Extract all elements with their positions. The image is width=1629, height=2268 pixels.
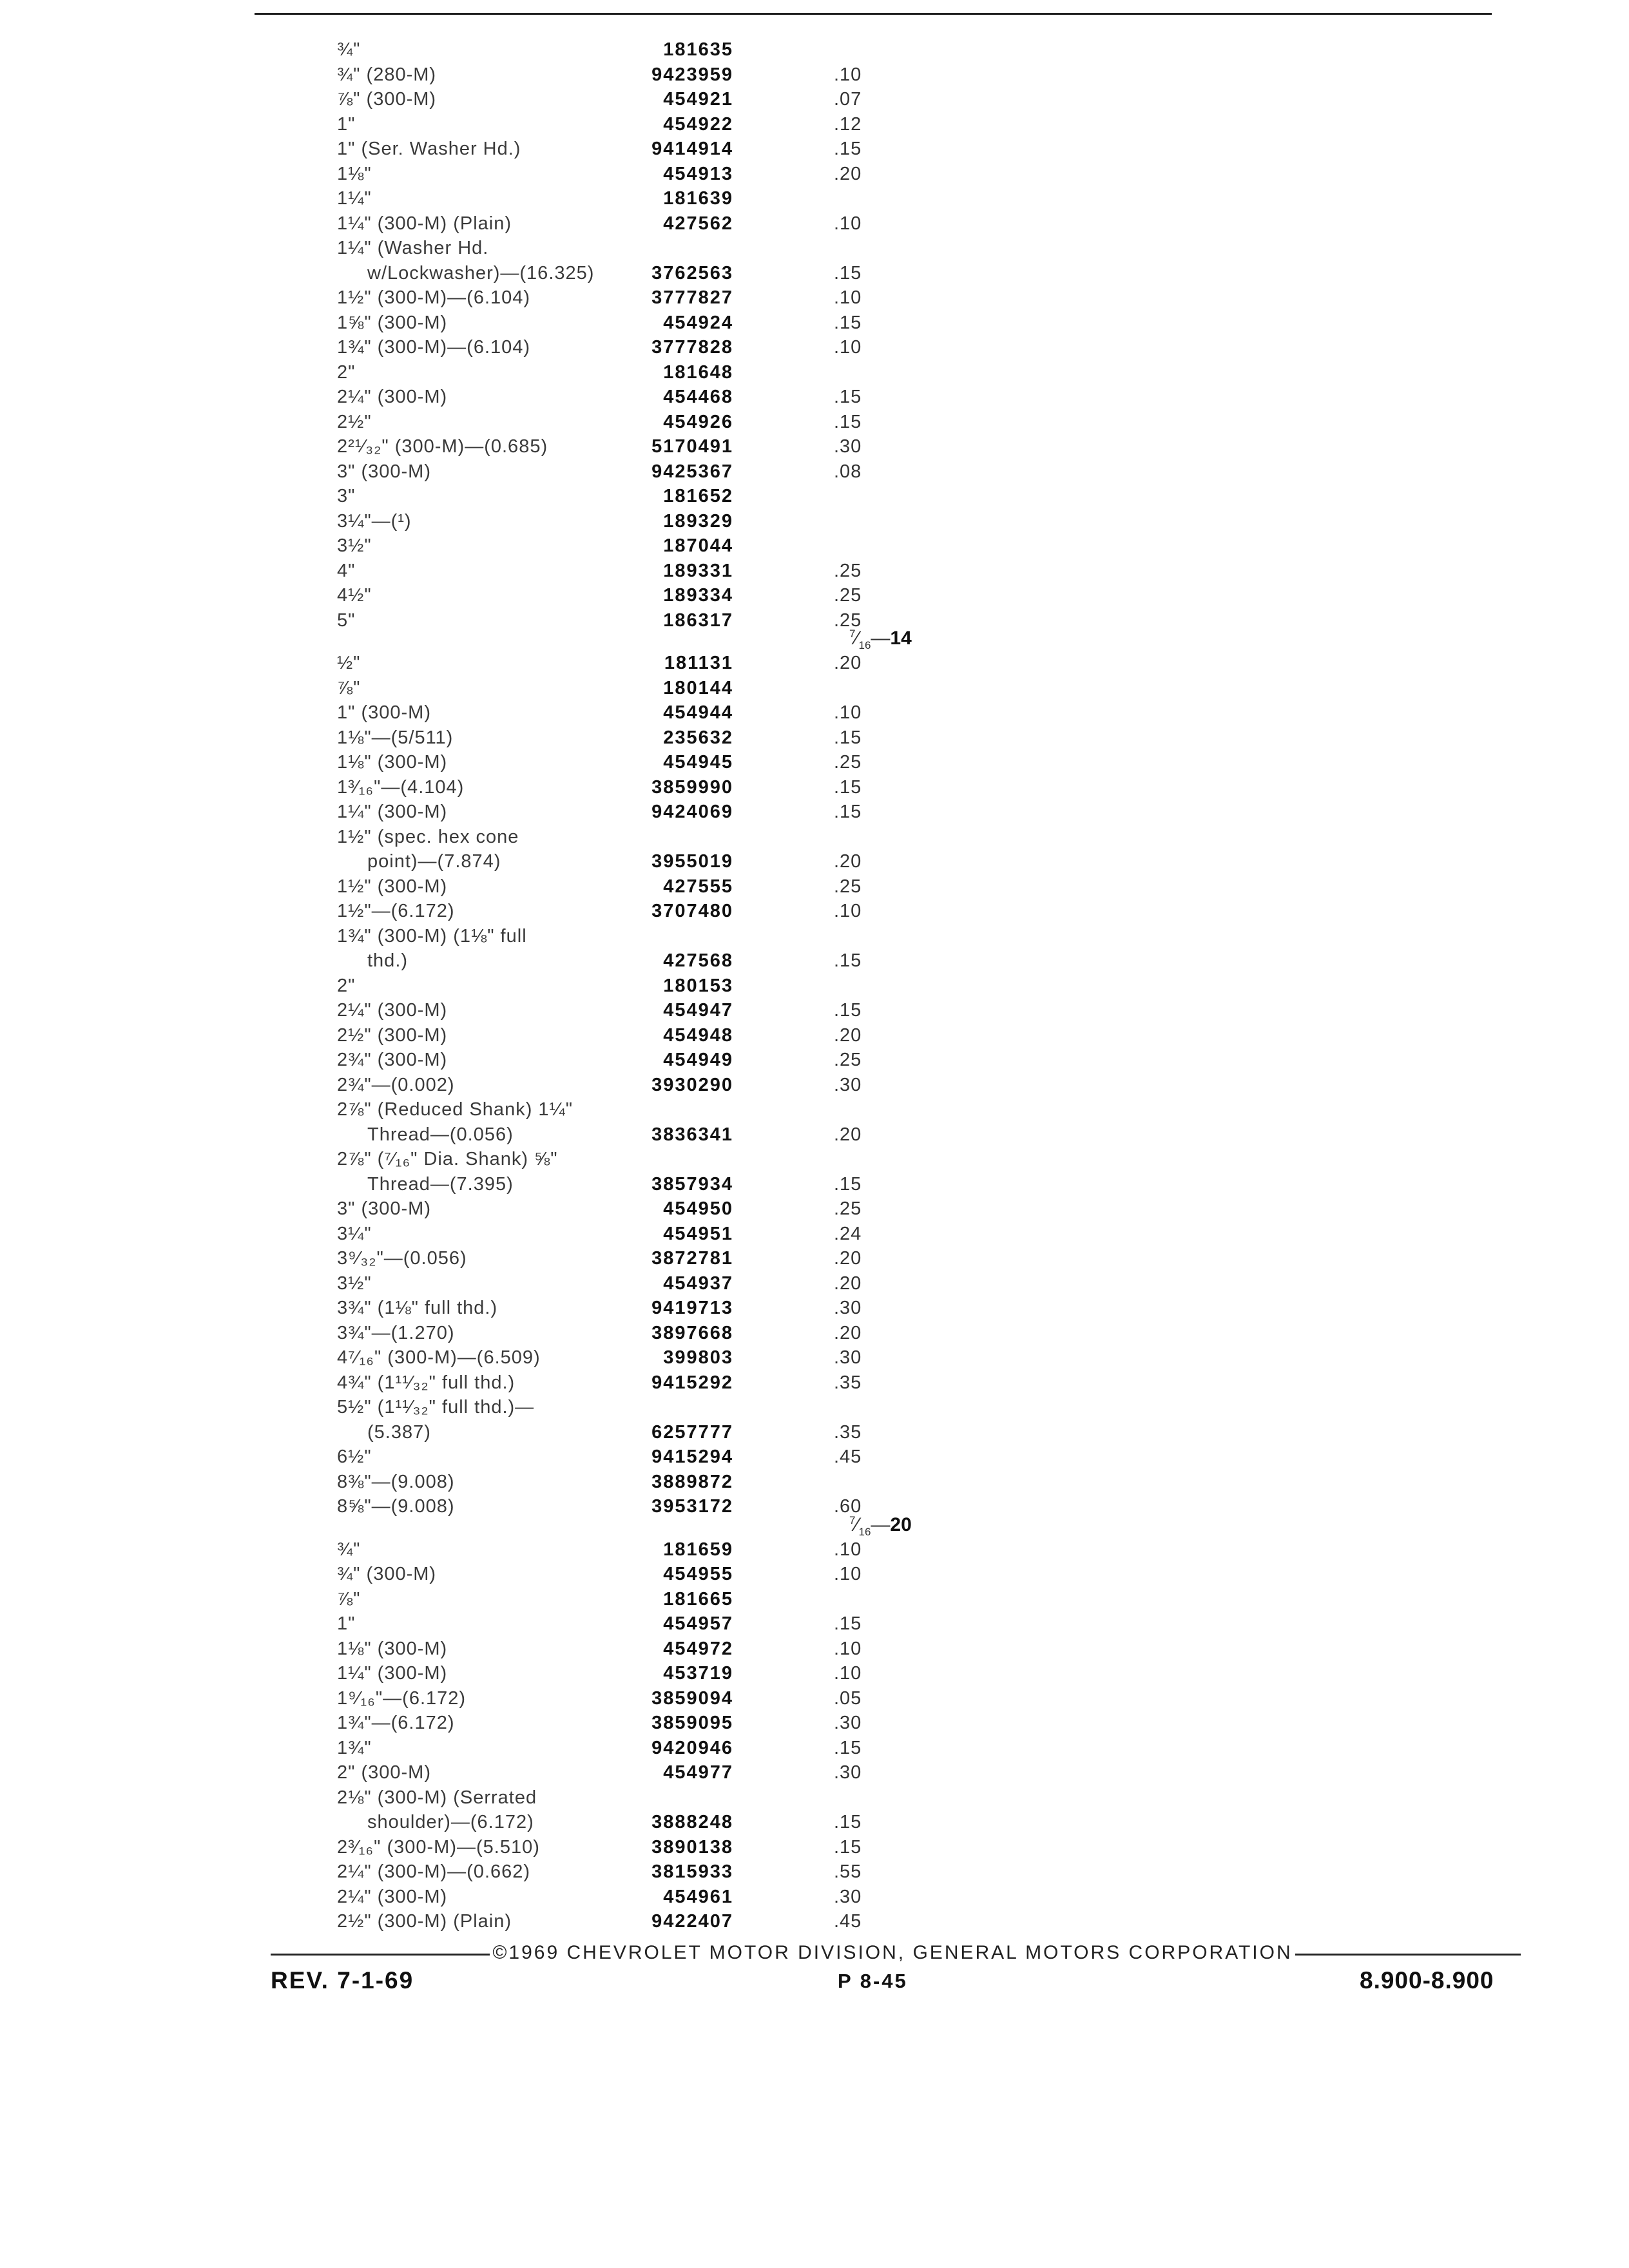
part-weight: .55	[834, 1861, 862, 1882]
part-number: 9415294	[651, 1446, 733, 1467]
part-number: 454947	[663, 1000, 733, 1021]
part-number: 454913	[663, 163, 733, 184]
part-description: 6½"	[337, 1446, 372, 1467]
threads-per-inch: 14	[890, 628, 912, 649]
part-row	[0, 1637, 1629, 1661]
part-weight: .10	[834, 1564, 862, 1584]
part-description: 3¾"—(1.270)	[337, 1322, 455, 1343]
thread-size-header	[849, 628, 912, 652]
part-weight: .05	[834, 1687, 862, 1709]
part-weight: .30	[834, 1074, 862, 1095]
part-number: 189331	[663, 560, 733, 581]
part-description: ⅞" (300-M)	[337, 89, 437, 110]
part-row	[0, 1395, 1629, 1419]
part-number: 3707480	[651, 901, 733, 921]
part-number: 3762563	[651, 262, 733, 284]
part-row	[0, 825, 1629, 849]
part-description: 1¾"—(6.172)	[337, 1713, 455, 1733]
part-description: 1¼" (300-M) (Plain)	[337, 213, 512, 234]
part-description: 2"	[337, 975, 356, 996]
part-weight: .10	[834, 901, 862, 921]
part-weight: .07	[834, 89, 862, 110]
part-weight: .20	[834, 653, 862, 673]
part-row	[0, 1048, 1629, 1072]
footer-rule-left	[271, 1954, 490, 1956]
thread-dash: —	[871, 628, 891, 649]
part-row	[0, 1147, 1629, 1171]
part-description: 1⅛" (300-M)	[337, 1638, 448, 1659]
part-number: 189334	[663, 585, 733, 606]
thread-size-denominator: 16	[858, 639, 871, 651]
part-weight: .35	[834, 1421, 862, 1443]
part-description: 4"	[337, 560, 356, 581]
part-number: 9419713	[651, 1298, 733, 1318]
part-number: 454948	[663, 1024, 733, 1046]
part-number: 187044	[663, 535, 733, 556]
part-number: 3889872	[651, 1471, 733, 1492]
part-row	[0, 974, 1629, 998]
part-description: 1" (Ser. Washer Hd.)	[337, 139, 521, 159]
part-row	[0, 236, 1629, 260]
part-number: 181665	[663, 1588, 733, 1610]
part-weight: .25	[834, 1050, 862, 1070]
part-number: 9424069	[651, 802, 733, 822]
part-weight: .15	[834, 1000, 862, 1021]
part-number: 9423959	[651, 64, 733, 85]
part-row	[0, 1345, 1629, 1370]
part-number: 6257777	[651, 1421, 733, 1443]
part-row	[0, 1097, 1629, 1122]
part-weight: .15	[834, 776, 862, 798]
part-row	[0, 1562, 1629, 1586]
part-row	[0, 137, 1629, 161]
part-weight: .25	[834, 876, 862, 897]
part-weight: .45	[834, 1446, 862, 1467]
part-weight: .30	[834, 1298, 862, 1318]
part-number: 454961	[663, 1886, 733, 1907]
part-weight: .25	[834, 585, 862, 606]
part-weight: .10	[834, 702, 862, 723]
part-description: 3¼"—(¹)	[337, 510, 412, 532]
part-number: 3777827	[651, 287, 733, 308]
part-description: 2½" (300-M)	[337, 1024, 448, 1046]
part-number: 454972	[663, 1638, 733, 1659]
part-row	[0, 1885, 1629, 1909]
part-number: 3836341	[651, 1124, 733, 1145]
part-row	[0, 311, 1629, 335]
part-number: 454957	[663, 1613, 733, 1634]
part-weight: .20	[834, 163, 862, 184]
part-row	[0, 1370, 1629, 1395]
part-number: 427555	[663, 876, 733, 897]
part-row	[0, 750, 1629, 774]
part-description: ¾" (280-M)	[337, 64, 437, 85]
part-weight: .20	[834, 1322, 862, 1343]
part-description: ⅞"	[337, 1588, 361, 1610]
part-number: 3859094	[651, 1687, 733, 1709]
part-description: 2⅛" (300-M) (Serrated	[337, 1787, 537, 1808]
part-weight: .20	[834, 1248, 862, 1269]
part-row	[0, 1172, 1629, 1196]
part-row	[0, 385, 1629, 409]
part-weight: .15	[834, 1836, 862, 1858]
part-description: 2½"	[337, 411, 372, 432]
part-row	[0, 1760, 1629, 1785]
part-row	[0, 360, 1629, 385]
part-weight: .30	[834, 436, 862, 457]
part-weight: .20	[834, 1124, 862, 1145]
part-description: 2⅞" (Reduced Shank) 1¼"	[337, 1099, 574, 1120]
part-number: 189329	[663, 510, 733, 532]
part-number: 453719	[663, 1663, 733, 1684]
part-description: ⅞"	[337, 677, 361, 698]
part-weight: .25	[834, 560, 862, 581]
part-description: 1½" (spec. hex cone	[337, 826, 519, 847]
part-description: 1¼" (Washer Hd.	[337, 238, 489, 258]
part-description: 1⅝" (300-M)	[337, 312, 448, 333]
part-number: 454949	[663, 1050, 733, 1070]
part-description: Thread—(0.056)	[367, 1124, 514, 1145]
part-description: 2¾" (300-M)	[337, 1050, 448, 1070]
part-description: w/Lockwasher)—(16.325)	[367, 262, 595, 284]
part-weight: .10	[834, 337, 862, 358]
part-description: thd.)	[367, 950, 409, 971]
part-row	[0, 1321, 1629, 1345]
threads-per-inch: 20	[890, 1514, 912, 1535]
part-description: 1¼" (300-M)	[337, 1663, 448, 1684]
part-row	[0, 1023, 1629, 1048]
thread-size-header	[849, 1514, 912, 1539]
part-description: 2¼" (300-M)	[337, 387, 448, 407]
part-description: ¾"	[337, 1539, 361, 1560]
part-weight: .10	[834, 287, 862, 308]
part-number: 186317	[663, 610, 733, 631]
part-weight: .15	[834, 950, 862, 971]
part-row	[0, 676, 1629, 700]
part-weight: .15	[834, 802, 862, 822]
thread-size-numerator: 7	[849, 1514, 856, 1526]
part-number: 9425367	[651, 461, 733, 482]
part-weight: .30	[834, 1886, 862, 1907]
part-row	[0, 1611, 1629, 1636]
part-weight: .15	[834, 1613, 862, 1634]
part-row	[0, 1246, 1629, 1271]
part-number: 3857934	[651, 1173, 733, 1195]
part-number: 454977	[663, 1762, 733, 1783]
part-weight: .20	[834, 851, 862, 872]
part-number: 454950	[663, 1198, 733, 1219]
part-row	[0, 1587, 1629, 1611]
page-number: P 8-45	[838, 1970, 908, 1992]
part-row	[0, 1686, 1629, 1711]
part-number: 181639	[663, 188, 733, 209]
part-number: 180153	[663, 975, 733, 996]
part-row	[0, 1661, 1629, 1686]
part-description: 1"	[337, 1613, 356, 1634]
part-weight: .30	[834, 1713, 862, 1733]
part-weight: .15	[834, 727, 862, 748]
part-number: 3777828	[651, 337, 733, 358]
fraction-slash: ⁄	[855, 628, 859, 649]
part-number: 3859095	[651, 1713, 733, 1733]
part-row	[0, 211, 1629, 236]
part-number: 9415292	[651, 1372, 733, 1393]
part-description: 4¾" (1¹¹⁄₃₂" full thd.)	[337, 1372, 516, 1393]
part-weight: .10	[834, 1638, 862, 1659]
part-row	[0, 1711, 1629, 1735]
part-row	[0, 1296, 1629, 1320]
part-number: 9420946	[651, 1737, 733, 1758]
part-description: 3½"	[337, 535, 372, 556]
part-description: ¾"	[337, 39, 361, 60]
part-weight: .24	[834, 1223, 862, 1244]
part-description: 1¼" (300-M)	[337, 802, 448, 822]
part-row	[0, 948, 1629, 973]
part-description: 1⅛"	[337, 163, 372, 184]
part-number: 3859990	[651, 776, 733, 798]
part-weight: .30	[834, 1347, 862, 1368]
copyright-notice: ©1969 CHEVROLET MOTOR DIVISION, GENERAL MOTORS CORPORATION	[492, 1942, 1293, 1963]
part-description: 1"	[337, 113, 356, 135]
part-description: 3⁹⁄₃₂"—(0.056)	[337, 1248, 467, 1269]
part-row	[0, 484, 1629, 508]
part-row	[0, 1222, 1629, 1246]
part-weight: .25	[834, 610, 862, 631]
part-description: point)—(7.874)	[367, 851, 501, 872]
part-number: 454468	[663, 387, 733, 407]
part-description: 1¾"	[337, 1737, 372, 1758]
part-number: 181635	[663, 39, 733, 60]
part-row	[0, 410, 1629, 434]
part-row	[0, 998, 1629, 1023]
part-weight: .15	[834, 387, 862, 407]
part-row	[0, 162, 1629, 186]
part-row	[0, 37, 1629, 62]
part-description: 1¼"	[337, 188, 372, 209]
part-number: 235632	[663, 727, 733, 748]
part-number: 3872781	[651, 1248, 733, 1269]
part-number: 454937	[663, 1273, 733, 1294]
top-rule	[255, 13, 1492, 15]
part-description: 1⁹⁄₁₆"—(6.172)	[337, 1687, 467, 1709]
part-description: 1¾" (300-M) (1⅛" full	[337, 925, 527, 947]
part-description: 3¼"	[337, 1223, 372, 1244]
part-description: ¾" (300-M)	[337, 1564, 437, 1584]
part-number: 9422407	[651, 1911, 733, 1932]
part-row	[0, 459, 1629, 484]
part-number: 454921	[663, 89, 733, 110]
part-description: 5"	[337, 610, 356, 631]
footer-rule-right	[1295, 1954, 1521, 1956]
part-number: 181648	[663, 361, 733, 383]
part-row	[0, 1810, 1629, 1834]
thread-size-numerator: 7	[849, 628, 856, 640]
part-number: 427568	[663, 950, 733, 971]
part-weight: .30	[834, 1762, 862, 1783]
part-number: 454951	[663, 1223, 733, 1244]
part-row	[0, 924, 1629, 948]
part-row	[0, 1835, 1629, 1860]
part-description: (5.387)	[367, 1421, 431, 1443]
part-row	[0, 800, 1629, 824]
part-number: 3815933	[651, 1861, 733, 1882]
part-weight: .08	[834, 461, 862, 482]
part-row	[0, 186, 1629, 211]
part-description: 4½"	[337, 585, 372, 606]
part-description: Thread—(7.395)	[367, 1173, 514, 1195]
part-row	[0, 849, 1629, 874]
part-number: 180144	[663, 677, 733, 698]
part-number: 3955019	[651, 851, 733, 872]
part-number: 3890138	[651, 1836, 733, 1858]
part-weight: .15	[834, 139, 862, 159]
revision-date: REV. 7-1-69	[271, 1967, 414, 1994]
part-row	[0, 726, 1629, 750]
part-description: 2³⁄₁₆" (300-M)—(5.510)	[337, 1836, 540, 1858]
part-row	[0, 651, 1629, 675]
part-row	[0, 1122, 1629, 1147]
part-number: 181652	[663, 486, 733, 506]
part-description: 1³⁄₁₆"—(4.104)	[337, 776, 465, 798]
part-row	[0, 1470, 1629, 1494]
part-row	[0, 1909, 1629, 1934]
part-row	[0, 509, 1629, 533]
part-description: 2¾"—(0.002)	[337, 1074, 455, 1095]
part-description: 2¼" (300-M)—(0.662)	[337, 1861, 531, 1882]
part-description: 2" (300-M)	[337, 1762, 431, 1783]
fraction-slash: ⁄	[855, 1514, 859, 1535]
part-description: 1" (300-M)	[337, 702, 431, 723]
part-description: 1½" (300-M)—(6.104)	[337, 287, 531, 308]
part-weight: .25	[834, 752, 862, 773]
part-row	[0, 1736, 1629, 1760]
part-number: 454926	[663, 411, 733, 432]
part-row	[0, 1785, 1629, 1810]
part-description: 3" (300-M)	[337, 461, 431, 482]
part-description: 1¾" (300-M)—(6.104)	[337, 337, 531, 358]
part-row	[0, 874, 1629, 899]
part-weight: .10	[834, 1663, 862, 1684]
part-description: 3½"	[337, 1273, 372, 1294]
part-weight: .20	[834, 1273, 862, 1294]
part-weight: .10	[834, 64, 862, 85]
thread-dash: —	[871, 1514, 891, 1535]
part-number: 9414914	[651, 139, 733, 159]
part-description: 4⁷⁄₁₆" (300-M)—(6.509)	[337, 1347, 541, 1368]
part-weight: .10	[834, 213, 862, 234]
group-range: 8.900-8.900	[1360, 1967, 1494, 1994]
part-weight: .10	[834, 1539, 862, 1560]
part-row	[0, 583, 1629, 608]
part-description: ½"	[337, 653, 361, 673]
part-weight: .15	[834, 1173, 862, 1195]
part-weight: .20	[834, 1024, 862, 1046]
part-row	[0, 559, 1629, 583]
part-row	[0, 1196, 1629, 1221]
part-description: 8⅝"—(9.008)	[337, 1496, 455, 1517]
part-number: 454955	[663, 1564, 733, 1584]
part-number: 454944	[663, 702, 733, 723]
part-row	[0, 1445, 1629, 1469]
part-row	[0, 1537, 1629, 1562]
part-description: 1½" (300-M)	[337, 876, 448, 897]
part-number: 3953172	[651, 1496, 733, 1517]
part-weight: .45	[834, 1911, 862, 1932]
part-description: 2²¹⁄₃₂" (300-M)—(0.685)	[337, 436, 548, 457]
part-row	[0, 335, 1629, 360]
part-weight: .15	[834, 1737, 862, 1758]
part-description: 5½" (1¹¹⁄₃₂" full thd.)—	[337, 1397, 535, 1418]
part-weight: .60	[834, 1496, 862, 1517]
part-row	[0, 533, 1629, 558]
part-row	[0, 62, 1629, 87]
part-description: shoulder)—(6.172)	[367, 1812, 534, 1832]
part-row	[0, 1420, 1629, 1445]
part-number: 5170491	[651, 436, 733, 457]
part-row	[0, 608, 1629, 633]
part-number: 3897668	[651, 1322, 733, 1343]
part-number: 427562	[663, 213, 733, 234]
part-number: 454945	[663, 752, 733, 773]
part-description: 1½"—(6.172)	[337, 901, 455, 921]
thread-size-denominator: 16	[858, 1525, 871, 1538]
part-number: 181131	[664, 653, 733, 673]
part-number: 3888248	[651, 1812, 733, 1832]
part-number: 3930290	[651, 1074, 733, 1095]
part-weight: .15	[834, 411, 862, 432]
part-description: 2¼" (300-M)	[337, 1886, 448, 1907]
part-number: 454924	[663, 312, 733, 333]
part-row	[0, 1271, 1629, 1296]
part-row	[0, 700, 1629, 725]
part-description: 2"	[337, 361, 356, 383]
part-weight: .35	[834, 1372, 862, 1393]
part-weight: .15	[834, 262, 862, 284]
part-description: 1⅛" (300-M)	[337, 752, 448, 773]
part-description: 8⅜"—(9.008)	[337, 1471, 455, 1492]
part-number: 454922	[663, 113, 733, 135]
part-description: 1⅛"—(5/511)	[337, 727, 454, 748]
part-weight: .12	[834, 113, 862, 135]
part-row	[0, 112, 1629, 137]
part-description: 2¼" (300-M)	[337, 1000, 448, 1021]
part-weight: .15	[834, 312, 862, 333]
part-number: 399803	[663, 1347, 733, 1368]
part-row	[0, 434, 1629, 459]
part-row	[0, 285, 1629, 310]
part-description: 2⅞" (⁷⁄₁₆" Dia. Shank) ⅝"	[337, 1149, 558, 1169]
part-row	[0, 87, 1629, 111]
part-row	[0, 775, 1629, 800]
part-weight: .25	[834, 1198, 862, 1219]
part-row	[0, 1860, 1629, 1884]
part-description: 2½" (300-M) (Plain)	[337, 1911, 512, 1932]
part-number: 181659	[663, 1539, 733, 1560]
part-description: 3¾" (1⅛" full thd.)	[337, 1298, 498, 1318]
part-row	[0, 1494, 1629, 1519]
part-row	[0, 261, 1629, 285]
part-row	[0, 899, 1629, 923]
part-description: 3"	[337, 486, 356, 506]
part-weight: .15	[834, 1812, 862, 1832]
part-row	[0, 1073, 1629, 1097]
part-description: 3" (300-M)	[337, 1198, 431, 1219]
